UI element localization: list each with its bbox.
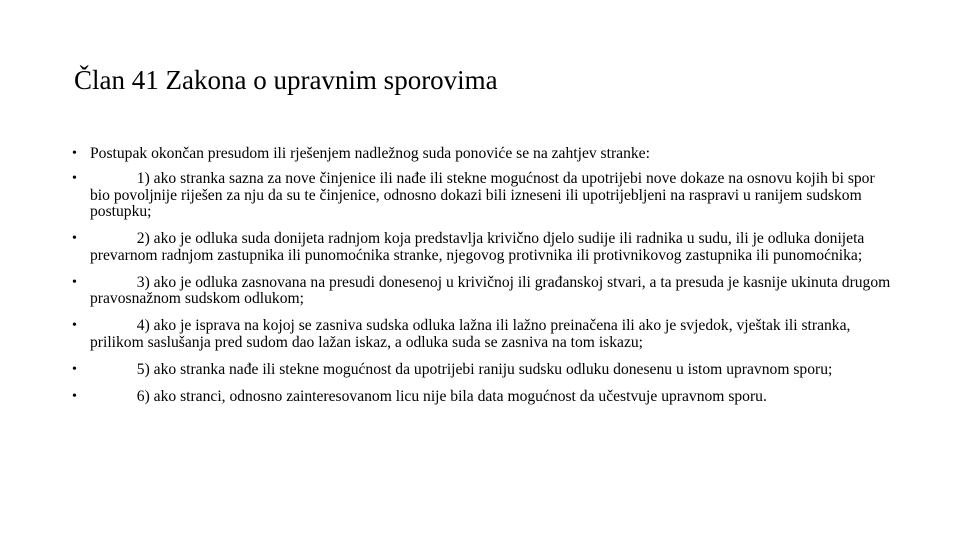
bullet-text: Postupak okončan presudom ili rješenjem nadležnog suda ponoviće se na zahtjev stranke: <box>90 145 650 162</box>
slide-title: Član 41 Zakona o upravnim sporovima <box>74 65 498 95</box>
bullet-item-3 <box>72 273 895 308</box>
bullet-item-6 <box>72 389 892 405</box>
bullet-icon: • <box>72 231 77 247</box>
bullet-item-1 <box>72 171 892 220</box>
bullet-item-4 <box>72 318 892 351</box>
bullet-item-5 <box>72 362 892 378</box>
bullet-text: 5) ako stranka nađe ili stekne mogućnost da upotrijebi raniju sudsku odluku donesenu u istom upravnom sporu; <box>90 360 833 378</box>
bullet-icon: • <box>72 318 77 334</box>
bullet-icon: • <box>72 388 77 404</box>
bullet-item-intro <box>72 146 892 162</box>
bullet-text: 4) ako je isprava na kojoj se zasniva sudska odluka lažna ili lažno preinačena ili ako je svjedok, vještak ili stranka, prilikom saslušanja pred sudom dao lažan iskaz, a odluka suda se zasniva na tom iskazu; <box>90 317 855 351</box>
bullet-text: 1) ako stranka sazna za nove činjenice ili nađe ili stekne mogućnost da upotrijebi nove dokaze na osnovu kojih bi spor bio povoljnije riješen za nju da su te činjenice, odnosno dokazi bili izneseni ili upotrijebljeni na raspravi u ranijem sudskom postupku; <box>90 170 879 221</box>
bullet-item-2 <box>72 231 892 264</box>
bullet-icon: • <box>72 171 77 187</box>
bullet-text: 6) ako stranci, odnosno zainteresovanom licu nije bila data mogućnost da učestvuje upravnom sporu. <box>90 387 767 405</box>
bullet-icon: • <box>72 361 77 377</box>
bullet-text: 3) ako je odluka zasnovana na presudi donesenoj u krivičnoj ili građanskoj stvari, a ta presuda je kasnije ukinuta drugom pravosnažnom sudskom odlukom; <box>90 273 895 308</box>
bullet-text: 2) ako je odluka suda donijeta radnjom koja predstavlja krivično djelo sudije ili radnika u sudu, ili je odluka donijeta prevarnom radnjom zastupnika ili punomoćnika stranke, njegovog protivnika ili protivnikovog zastupnika ili punomoćnika; <box>90 230 869 264</box>
bullet-icon: • <box>72 146 77 161</box>
bullet-icon: • <box>72 274 77 290</box>
bullet-list <box>72 145 895 416</box>
